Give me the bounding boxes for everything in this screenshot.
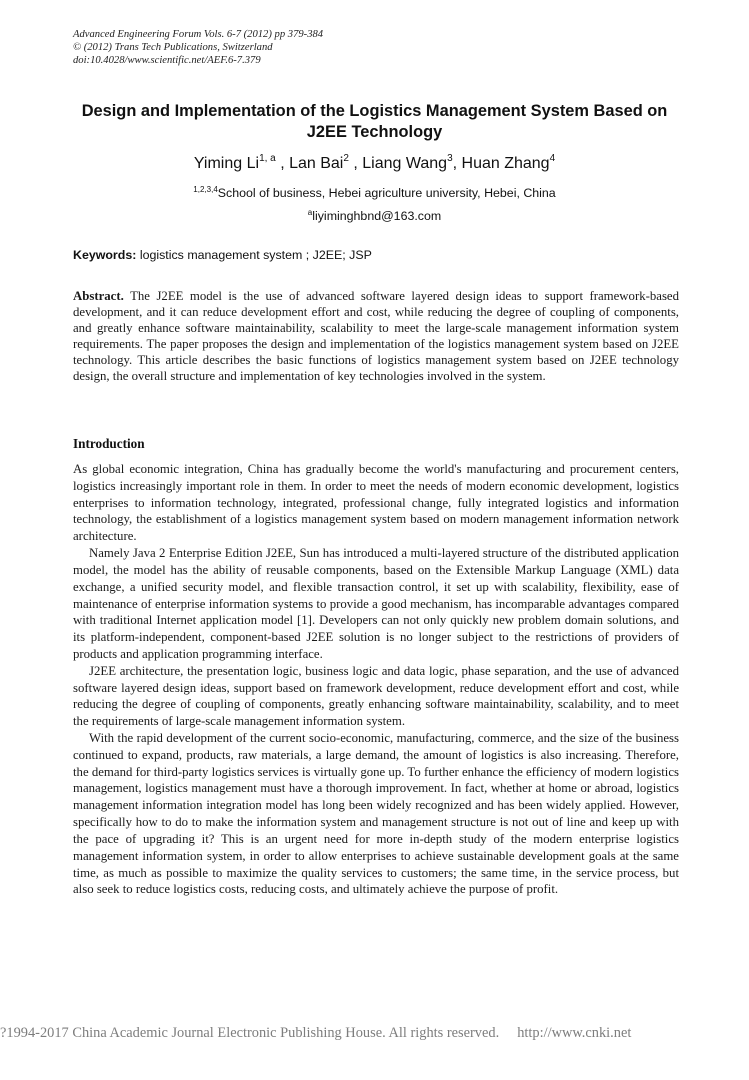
author-name: Liang Wang	[362, 155, 448, 172]
paragraph: As global economic integration, China has gradually become the world's manufacturing and procurement centers, logistics increasingly important role in them. In order to meet the needs of modern economic development, logistics enterprises to information technology, integrated, professional change, fully integrated logistics and information technology, the establishment of a logistics management system based on modern management information network architecture.	[73, 462, 679, 544]
author-superscript: 3	[447, 153, 453, 164]
affiliation-text: School of business, Hebei agriculture university, Hebei, China	[217, 186, 556, 200]
introduction-body	[73, 461, 679, 898]
keywords-text: logistics management system ; J2EE; JSP	[139, 248, 372, 262]
abstract-text: The J2EE model is the use of advanced software layered design ideas to support framework-based development, and it can reduce development effort and cost, while reducing the degree of coupling of components, and greatly enhance software maintainability, scalability to meet the large-scale management information system requirements. The paper proposes the design and implementation of the logistics management system based on J2EE technology. This article describes the basic functions of logistics management system based on J2EE technology design, the overall structure and implementation of key technologies involved in the system.	[73, 289, 680, 384]
footer-url: http://www.cnki.net	[517, 1025, 632, 1041]
section-heading-introduction: Introduction	[73, 436, 145, 451]
author-list: Yiming Li$^{1, a}$ , Lan Bai$^2$ , Liang Wang$^3$, Huan Zhang$^4$	[193, 153, 556, 172]
paragraph: With the rapid development of the current socio-economic, manufacturing, commerce, and the size of the business continued to expand, products, raw materials, a large demand, the amount of logistics is also increasing. Therefore, the demand for third-party logistics services is virtually gone up. To further enhance the efficiency of modern logistics management, logistics management must have a thorough improvement. In fact, whether at home or abroad, logistics management information integration model has long been widely recognized and has been widely applied. However, specifically how to do to make the information system and management structure is not out of line and keep up with the pace of upgrading it? This is an urgent need for more in-depth study of the modern enterprise logistics management information system, in order to allow enterprises to achieve sustainable development goals at the same time, as much as possible to maximize the quality services to customers; the same time, in the service process, but also seek to reduce logistics costs, reducing costs, and ultimately achieve the purpose of profit.	[73, 731, 679, 897]
running-header	[73, 29, 323, 67]
abstract-label: Abstract.	[73, 289, 124, 303]
author-superscript: 4	[549, 153, 556, 164]
paragraph: J2EE architecture, the presentation logic, business logic and data logic, phase separation, and the use of advanced software layered design ideas, support based on framework development, reduce development effort and cost, while reducing the degree of coupling of components, greatly enhancing software maintainability, scalability, and to meet the requirements of large-scale management information system.	[73, 663, 679, 729]
keywords	[73, 247, 372, 263]
author-name: Huan Zhang	[461, 155, 550, 172]
email-superscript: a	[307, 208, 313, 217]
copyright-line: © (2012) Trans Tech Publications, Switzerland	[73, 41, 273, 53]
doi-line: doi:10.4028/www.scientific.net/AEF.6-7.379	[73, 54, 261, 66]
affiliation-superscript: 1,2,3,4	[193, 185, 218, 194]
publisher-footer	[0, 1024, 749, 1042]
author-name: Lan Bai	[289, 155, 344, 172]
paper-title: Design and Implementation of the Logistics Management System Based on J2EE Technology	[81, 102, 668, 141]
author-superscript: 2	[343, 153, 349, 164]
email-text: liyiminghbnd@163.com	[312, 209, 442, 223]
keywords-label: Keywords:	[73, 248, 137, 262]
author-superscript: 1, a	[259, 153, 276, 164]
footer-notice: ?1994-2017 China Academic Journal Electronic Publishing House. All rights reserved.	[0, 1025, 500, 1041]
paragraph: Namely Java 2 Enterprise Edition J2EE, Sun has introduced a multi-layered structure of the distributed application model, the model has the ability of reusable components, based on the Extensible Markup Language (XML) data exchange, a unified security model, and flexible transaction control, it set up with scalability, flexibility, ease of maintenance of enterprise information systems to provide a good mechanism, has incomparable advantages compared with traditional Internet application model [1]. Developers can not only quickly new problem domain solutions, and its platform-independent, component-based J2EE solution is no longer subject to the restrictions of providers of products and application programming interface.	[73, 546, 679, 661]
abstract	[73, 288, 679, 385]
journal-line: Advanced Engineering Forum Vols. 6-7 (2012) pp 379-384	[73, 29, 324, 40]
author-email	[0, 208, 749, 224]
affiliation	[0, 185, 749, 201]
author-name: Yiming Li	[193, 155, 260, 172]
